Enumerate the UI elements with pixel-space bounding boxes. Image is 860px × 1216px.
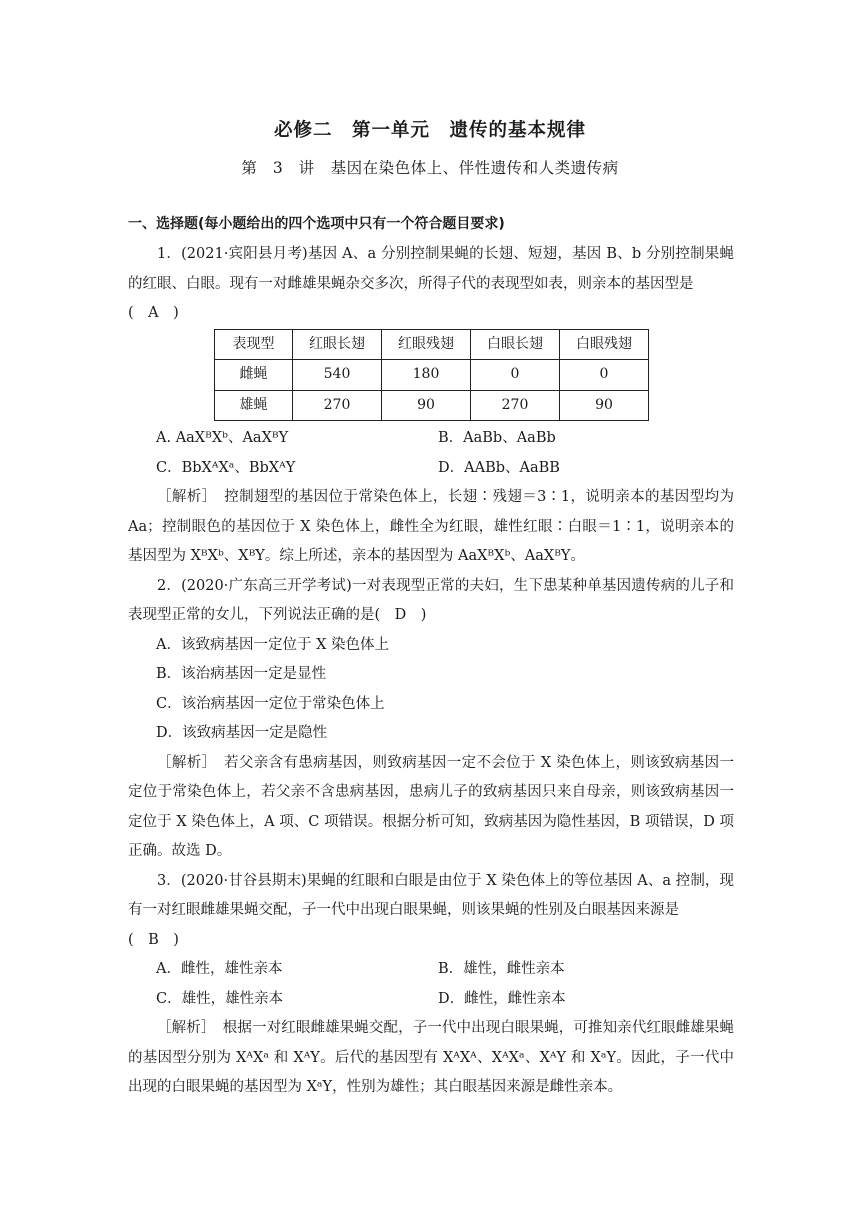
option-d: D．雌性，雌性亲本 <box>438 990 566 1007</box>
page-title: 必修二 第一单元 遗传的基本规律 <box>273 120 586 141</box>
table-cell: 雌蝇 <box>215 360 293 391</box>
table-header-cell: 白眼长翅 <box>471 329 560 360</box>
option-c: C．雄性，雄性亲本 <box>156 990 284 1007</box>
options-row <box>128 955 734 985</box>
table-header-cell: 白眼残翅 <box>560 329 649 360</box>
table-cell: 90 <box>560 390 649 421</box>
option-b: B．雄性，雌性亲本 <box>438 961 565 977</box>
question-1-analysis: ［解析］ 控制翅型的基因位于常染色体上，长翅∶残翅＝3∶1，说明亲本的基因型均为Aa；控制眼色的基因位于 X 染色体上，雌性全为红眼，雄性红眼∶白眼＝1∶1，说明亲本的基因型为 XᴮXᵇ、XᴮY。综上所述，亲本的基因型为 AaXᴮXᵇ、AaXᴮY。 <box>128 489 734 564</box>
question-3-answer: ( B ) <box>128 931 179 948</box>
table-cell: 270 <box>471 390 560 421</box>
question-3 <box>128 867 734 1103</box>
question-3-stem: 3．(2020·甘谷县期末)果蝇的红眼和白眼是由位于 X 染色体上的等位基因 A、a 控制，现有一对红眼雌雄果蝇交配，子一代中出现白眼果蝇，则该果蝇的性别及白眼基因来源是 <box>128 872 734 918</box>
question-2 <box>128 572 734 867</box>
table-header-row <box>215 329 649 360</box>
question-1 <box>128 240 734 572</box>
table-row <box>215 390 649 421</box>
table-cell: 90 <box>382 390 471 421</box>
option-a: A．雌性，雄性亲本 <box>156 961 283 977</box>
option-a: A．该致病基因一定位于 X 染色体上 <box>156 636 390 653</box>
lecture-subtitle: 第 3 讲 基因在染色体上、伴性遗传和人类遗传病 <box>241 159 619 177</box>
phenotype-table <box>214 329 649 422</box>
option-c: C．该治病基因一定位于常染色体上 <box>156 695 385 712</box>
table-cell: 180 <box>382 360 471 391</box>
question-3-analysis: ［解析］ 根据一对红眼雌雄果蝇交配，子一代中出现白眼果蝇，可推知亲代红眼雌雄果蝇的基因型分别为 XᴬXᵃ 和 XᴬY。后代的基因型有 XᴬXᴬ、XᴬXᵃ、XᴬY 和 XᵃY。因此，子一代中出现的白眼果蝇的基因型为 XᵃY，性别为雄性；其白眼基因来源是雌性亲本。 <box>128 1020 734 1095</box>
section-heading: 一、选择题(每小题给出的四个选项中只有一个符合题目要求) <box>128 216 505 232</box>
option-c: C．BbXᴬXᵃ、BbXᴬY <box>156 459 296 476</box>
table-cell: 雄蝇 <box>215 390 293 421</box>
options-row <box>128 985 734 1015</box>
table-cell: 0 <box>471 360 560 391</box>
options-row <box>128 454 734 484</box>
option-a: A. AaXᴮXᵇ、AaXᴮY <box>156 430 289 446</box>
table-row <box>215 360 649 391</box>
option-d: D．该致病基因一定是隐性 <box>156 725 328 741</box>
question-1-stem: 1．(2021·宾阳县月考)基因 A、a 分别控制果蝇的长翅、短翅，基因 B、b 分别控制果蝇的红眼、白眼。现有一对雌雄果蝇杂交多次，所得子代的表现型如表，则亲本的基因型是 <box>128 246 734 292</box>
option-b: B．该治病基因一定是显性 <box>156 666 327 682</box>
question-2-analysis: ［解析］ 若父亲含有患病基因，则致病基因一定不会位于 X 染色体上，则该致病基因一定位于常染色体上，若父亲不含患病基因，患病儿子的致病基因只来自母亲，则该致病基因一定位于 X 染色体上，A 项、C 项错误。根据分析可知，致病基因为隐性基因，B 项错误，D 项正确。故选 D。 <box>128 754 734 859</box>
question-2-stem: 2．(2020·广东高三开学考试)一对表现型正常的夫妇，生下患某种单基因遗传病的儿子和表现型正常的女儿，下列说法正确的是( D ) <box>128 577 734 623</box>
table-header-cell: 红眼残翅 <box>382 329 471 360</box>
option-b: B．AaBb、AaBb <box>438 430 556 446</box>
table-cell: 540 <box>293 360 382 391</box>
option-d: D．AABb、AaBB <box>438 459 560 476</box>
table-cell: 270 <box>293 390 382 421</box>
table-header-cell: 表现型 <box>215 329 293 360</box>
question-1-answer: ( A ) <box>128 305 179 321</box>
document-body <box>128 211 734 1103</box>
table-header-cell: 红眼长翅 <box>293 329 382 360</box>
table-cell: 0 <box>560 360 649 391</box>
options-row <box>128 424 734 454</box>
